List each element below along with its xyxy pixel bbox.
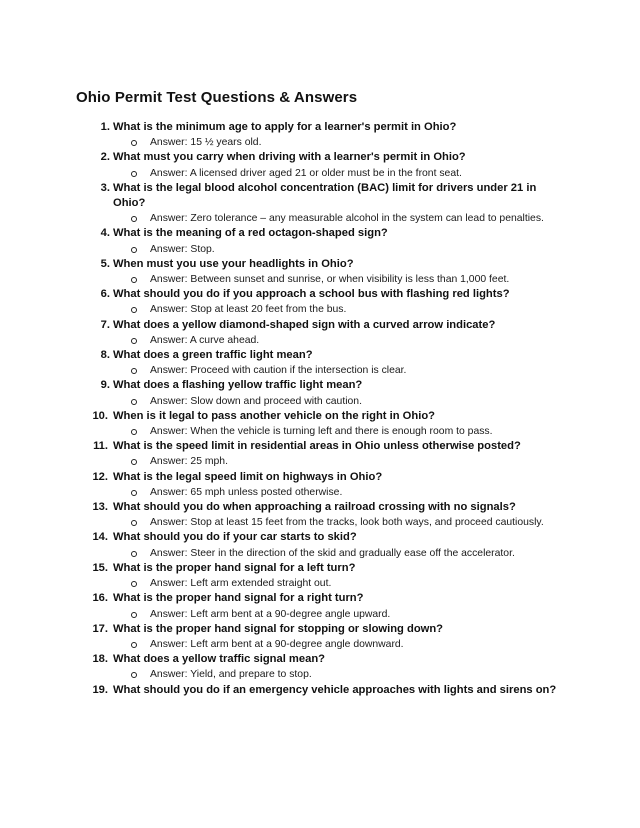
bullet-circle-icon — [131, 277, 137, 283]
answer-text: Answer: Left arm bent at a 90-degree angle upward. — [150, 608, 391, 620]
question-number: 11. — [93, 440, 108, 453]
bullet-circle-icon — [131, 338, 137, 344]
question-number: 3. — [100, 181, 110, 194]
question-number: 9. — [100, 379, 110, 392]
question-text: What should you do when approaching a railroad crossing with no signals? — [113, 501, 516, 514]
question-text: What is the legal blood alcohol concentration (BAC) limit for drivers under 21 in Ohio? — [113, 181, 537, 210]
list-item — [0, 439, 640, 469]
question-text: What is the proper hand signal for a left turn? — [113, 561, 356, 574]
bullet-circle-icon — [131, 642, 137, 648]
list-item — [0, 318, 640, 348]
list-item — [0, 652, 640, 682]
answer-text: Answer: Stop at least 20 feet from the bus. — [150, 304, 347, 316]
bullet-circle-icon — [131, 551, 137, 557]
answer-text: Answer: Left arm bent at a 90-degree angle downward. — [150, 638, 404, 650]
question-text: What is the speed limit in residential areas in Ohio unless otherwise posted? — [113, 440, 521, 453]
list-item — [0, 622, 640, 652]
question-text: When is it legal to pass another vehicle on the right in Ohio? — [113, 409, 435, 422]
page-title: Ohio Permit Test Questions & Answers — [76, 89, 358, 106]
question-number: 16. — [92, 592, 108, 605]
bullet-circle-icon — [131, 307, 137, 313]
list-item — [0, 561, 640, 591]
answer-text: Answer: Proceed with caution if the intersection is clear. — [150, 365, 407, 377]
list-item — [0, 257, 640, 287]
answer-text: Answer: A curve ahead. — [150, 334, 260, 346]
question-number: 7. — [100, 318, 110, 331]
question-number: 17. — [92, 622, 108, 635]
question-number: 14. — [92, 531, 108, 544]
question-text: What must you carry when driving with a learner's permit in Ohio? — [113, 151, 466, 164]
list-item — [0, 120, 640, 150]
bullet-circle-icon — [131, 140, 137, 146]
answer-text: Answer: When the vehicle is turning left and there is enough room to pass. — [150, 426, 493, 438]
question-number: 5. — [100, 257, 110, 270]
bullet-circle-icon — [131, 612, 137, 618]
question-text: What is the meaning of a red octagon-shaped sign? — [113, 227, 388, 240]
answer-text: Answer: Steer in the direction of the skid and gradually ease off the accelerator. — [150, 547, 515, 559]
answer-text: Answer: 25 mph. — [150, 456, 228, 468]
list-item — [0, 226, 640, 256]
bullet-circle-icon — [131, 672, 137, 678]
question-number: 18. — [92, 653, 108, 666]
question-text: What should you do if you approach a school bus with flashing red lights? — [113, 288, 510, 301]
list-item — [0, 287, 640, 317]
bullet-circle-icon — [131, 247, 137, 253]
bullet-circle-icon — [131, 399, 137, 405]
answer-text: Answer: Stop. — [150, 243, 215, 255]
question-text: What does a yellow diamond-shaped sign with a curved arrow indicate? — [113, 318, 496, 331]
question-number: 10. — [92, 409, 108, 422]
question-number: 13. — [92, 501, 108, 514]
question-number: 2. — [100, 151, 110, 164]
list-item — [0, 409, 640, 439]
question-number: 4. — [100, 227, 110, 240]
answer-text: Answer: Stop at least 15 feet from the tracks, look both ways, and proceed cautiously. — [150, 517, 544, 529]
question-text: What should you do if an emergency vehicle approaches with lights and sirens on? — [113, 683, 557, 696]
bullet-circle-icon — [131, 216, 137, 222]
list-item — [0, 181, 640, 227]
answer-text: Answer: Zero tolerance – any measurable alcohol in the system can lead to penalties. — [150, 213, 544, 225]
question-number: 6. — [100, 288, 110, 301]
answer-text: Answer: 65 mph unless posted otherwise. — [150, 486, 343, 498]
bullet-circle-icon — [131, 520, 137, 526]
question-text: What does a yellow traffic signal mean? — [113, 653, 325, 666]
answer-text: Answer: Between sunset and sunrise, or when visibility is less than 1,000 feet. — [150, 274, 510, 286]
bullet-circle-icon — [131, 171, 137, 177]
list-item — [0, 378, 640, 408]
question-text: What should you do if your car starts to skid? — [113, 531, 357, 544]
answer-text: Answer: A licensed driver aged 21 or older must be in the front seat. — [150, 167, 462, 179]
question-text: What does a green traffic light mean? — [113, 349, 313, 362]
question-number: 19. — [92, 683, 108, 696]
list-item — [0, 500, 640, 530]
question-list — [0, 120, 640, 698]
question-text: What does a flashing yellow traffic light mean? — [113, 379, 363, 392]
question-number: 15. — [92, 561, 108, 574]
answer-text: Answer: Slow down and proceed with caution. — [150, 395, 362, 407]
list-item — [0, 530, 640, 560]
question-text: When must you use your headlights in Ohio? — [113, 257, 354, 270]
question-number: 8. — [100, 349, 110, 362]
list-item — [0, 470, 640, 500]
question-number: 12. — [92, 470, 108, 483]
bullet-circle-icon — [131, 581, 137, 587]
list-item — [0, 591, 640, 621]
list-item — [0, 348, 640, 378]
question-text: What is the proper hand signal for a right turn? — [113, 592, 364, 605]
list-item — [0, 150, 640, 180]
answer-text: Answer: Left arm extended straight out. — [150, 578, 332, 590]
answer-text: Answer: 15 ½ years old. — [150, 137, 262, 149]
answer-text: Answer: Yield, and prepare to stop. — [150, 669, 312, 681]
question-text: What is the proper hand signal for stopping or slowing down? — [113, 622, 444, 635]
bullet-circle-icon — [131, 459, 137, 465]
question-text: What is the minimum age to apply for a learner's permit in Ohio? — [113, 121, 457, 133]
question-number: 1. — [100, 121, 110, 133]
bullet-circle-icon — [131, 490, 137, 496]
bullet-circle-icon — [131, 429, 137, 435]
list-item — [0, 683, 640, 698]
bullet-circle-icon — [131, 368, 137, 374]
question-text: What is the legal speed limit on highways in Ohio? — [113, 470, 383, 483]
